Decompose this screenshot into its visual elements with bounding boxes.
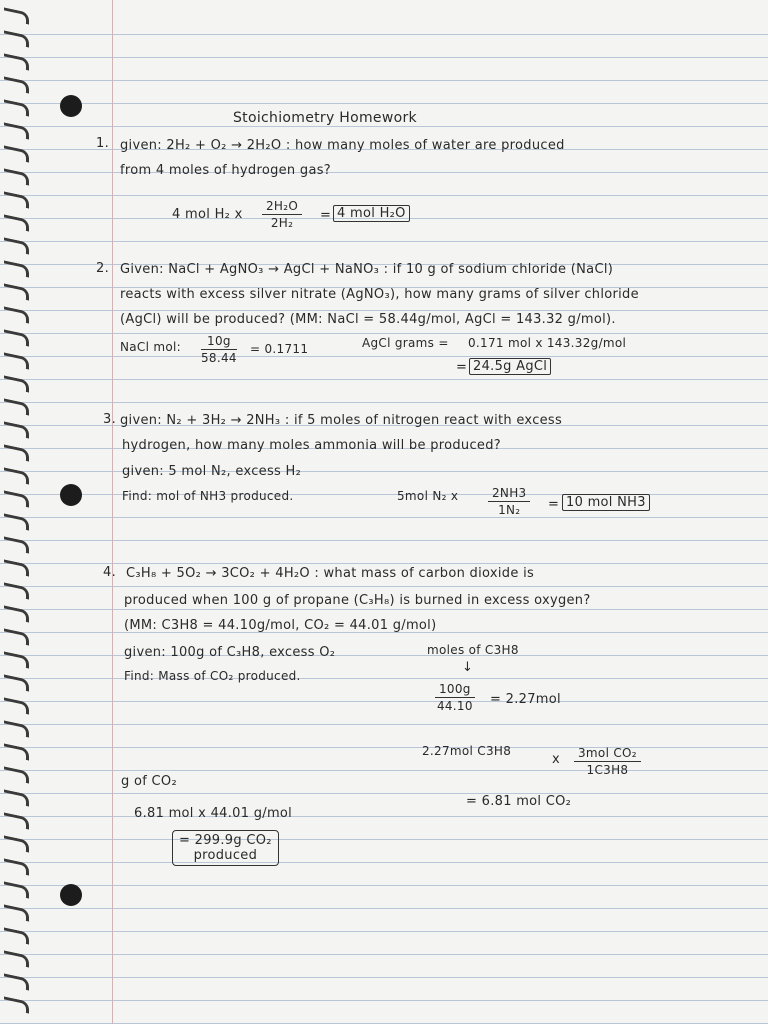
spiral-coil: [4, 582, 29, 599]
spiral-coil: [4, 651, 29, 668]
question-text: hydrogen, how many moles ammonia will be produced?: [122, 438, 501, 453]
spiral-coil: [4, 375, 29, 392]
work-result: = 0.1711: [250, 342, 309, 356]
spiral-coil: [4, 145, 29, 162]
fraction: [435, 682, 475, 713]
spiral-coil: [4, 674, 29, 691]
work-label: AgCl grams =: [362, 336, 449, 350]
fraction-denominator: 1C3H8: [586, 763, 629, 777]
question-text: produced when 100 g of propane (C₃H₈) is burned in excess oxygen?: [124, 593, 591, 608]
question-text: C₃H₈ + 5O₂ → 3CO₂ + 4H₂O : what mass of carbon dioxide is: [126, 566, 535, 581]
question-text: (AgCl) will be produced? (MM: NaCl = 58.44g/mol, AgCl = 143.32 g/mol).: [120, 312, 616, 327]
fraction: [262, 199, 302, 230]
boxed-answer: 24.5g AgCl: [469, 358, 551, 375]
fraction-denominator: 2H₂: [270, 216, 294, 230]
punch-hole: [60, 884, 82, 906]
fraction: [201, 334, 237, 365]
boxed-answer: 10 mol NH3: [562, 494, 650, 511]
spiral-coil: [4, 99, 29, 116]
equals-sign: =: [320, 208, 332, 223]
margin-line: [112, 0, 113, 1024]
spiral-coil: [4, 168, 29, 185]
spiral-coil: [4, 536, 29, 553]
spiral-coil: [4, 812, 29, 829]
spiral-coil: [4, 191, 29, 208]
question-text: given: 2H₂ + O₂ → 2H₂O : how many moles of water are produced: [120, 138, 565, 153]
question-text: from 4 moles of hydrogen gas?: [120, 163, 331, 178]
spiral-coil: [4, 927, 29, 944]
work-text: 6.81 mol x 44.01 g/mol: [134, 806, 293, 821]
spiral-coil: [4, 260, 29, 277]
punch-hole: [60, 484, 82, 506]
spiral-coil: [4, 835, 29, 852]
fraction: [488, 486, 530, 517]
answer-line: produced: [193, 848, 258, 863]
spiral-coil: [4, 421, 29, 438]
work-result: = 2.27mol: [490, 692, 561, 707]
boxed-answer: [172, 830, 279, 866]
spiral-coil: [4, 881, 29, 898]
question-number: 1.: [96, 136, 110, 151]
punch-hole: [60, 95, 82, 117]
times-sign: x: [552, 752, 560, 767]
spiral-coil: [4, 858, 29, 875]
question-text: given: N₂ + 3H₂ → 2NH₃ : if 5 moles of nitrogen react with excess: [120, 413, 563, 428]
equals-sign: =: [456, 360, 468, 375]
spiral-coil: [4, 904, 29, 921]
work-label: moles of C3H8: [427, 643, 519, 657]
spiral-coil: [4, 766, 29, 783]
spiral-coil: [4, 628, 29, 645]
question-text: Given: NaCl + AgNO₃ → AgCl + NaNO₃ : if 10 g of sodium chloride (NaCl): [120, 262, 614, 277]
down-arrow-icon: ↓: [462, 660, 474, 675]
fraction-denominator: 44.10: [436, 699, 473, 713]
fraction-numerator: 100g: [435, 682, 475, 698]
spiral-coil: [4, 53, 29, 70]
spiral-coil: [4, 352, 29, 369]
question-number: 3.: [103, 412, 117, 427]
boxed-answer: 4 mol H₂O: [333, 205, 410, 222]
work-label: NaCl mol:: [120, 340, 181, 354]
work-text: 5mol N₂ x: [397, 489, 459, 503]
spiral-coil: [4, 996, 29, 1013]
fraction-numerator: 10g: [201, 334, 237, 350]
fraction-numerator: 3mol CO₂: [574, 746, 641, 762]
spiral-coil: [4, 559, 29, 576]
given-text: given: 100g of C₃H8, excess O₂: [124, 645, 336, 660]
work-text: 4 mol H₂ x: [172, 207, 243, 222]
spiral-coil: [4, 444, 29, 461]
given-text: given: 5 mol N₂, excess H₂: [122, 464, 302, 479]
work-result: = 6.81 mol CO₂: [466, 794, 572, 809]
spiral-coil: [4, 214, 29, 231]
spiral-coil: [4, 398, 29, 415]
page-title: Stoichiometry Homework: [233, 110, 417, 126]
spiral-coil: [4, 973, 29, 990]
find-text: Find: mol of NH3 produced.: [122, 489, 294, 503]
spiral-coil: [4, 283, 29, 300]
fraction-numerator: 2H₂O: [262, 199, 302, 215]
question-number: 2.: [96, 261, 110, 276]
spiral-coil: [4, 605, 29, 622]
spiral-coil: [4, 697, 29, 714]
question-text: reacts with excess silver nitrate (AgNO₃), how many grams of silver chloride: [120, 287, 639, 302]
work-text: 2.27mol C3H8: [422, 744, 512, 758]
spiral-coil: [4, 490, 29, 507]
spiral-coil: [4, 122, 29, 139]
equals-sign: =: [548, 497, 560, 512]
spiral-coil: [4, 7, 29, 24]
fraction-numerator: 2NH3: [488, 486, 530, 502]
work-label: g of CO₂: [121, 774, 177, 789]
fraction: [574, 746, 641, 777]
find-text: Find: Mass of CO₂ produced.: [124, 669, 301, 683]
spiral-coil: [4, 743, 29, 760]
spiral-coil: [4, 950, 29, 967]
spiral-coil: [4, 329, 29, 346]
spiral-coil: [4, 76, 29, 93]
spiral-coil: [4, 467, 29, 484]
work-text: 0.171 mol x 143.32g/mol: [468, 336, 627, 350]
question-number: 4.: [103, 565, 117, 580]
answer-line: = 299.9g CO₂: [179, 833, 272, 848]
spiral-binding: [0, 0, 30, 1024]
question-text: (MM: C3H8 = 44.10g/mol, CO₂ = 44.01 g/mol): [124, 618, 437, 633]
spiral-coil: [4, 306, 29, 323]
spiral-coil: [4, 30, 29, 47]
spiral-coil: [4, 513, 29, 530]
spiral-coil: [4, 789, 29, 806]
spiral-coil: [4, 237, 29, 254]
fraction-denominator: 58.44: [201, 351, 237, 365]
spiral-coil: [4, 720, 29, 737]
fraction-denominator: 1N₂: [498, 503, 521, 517]
